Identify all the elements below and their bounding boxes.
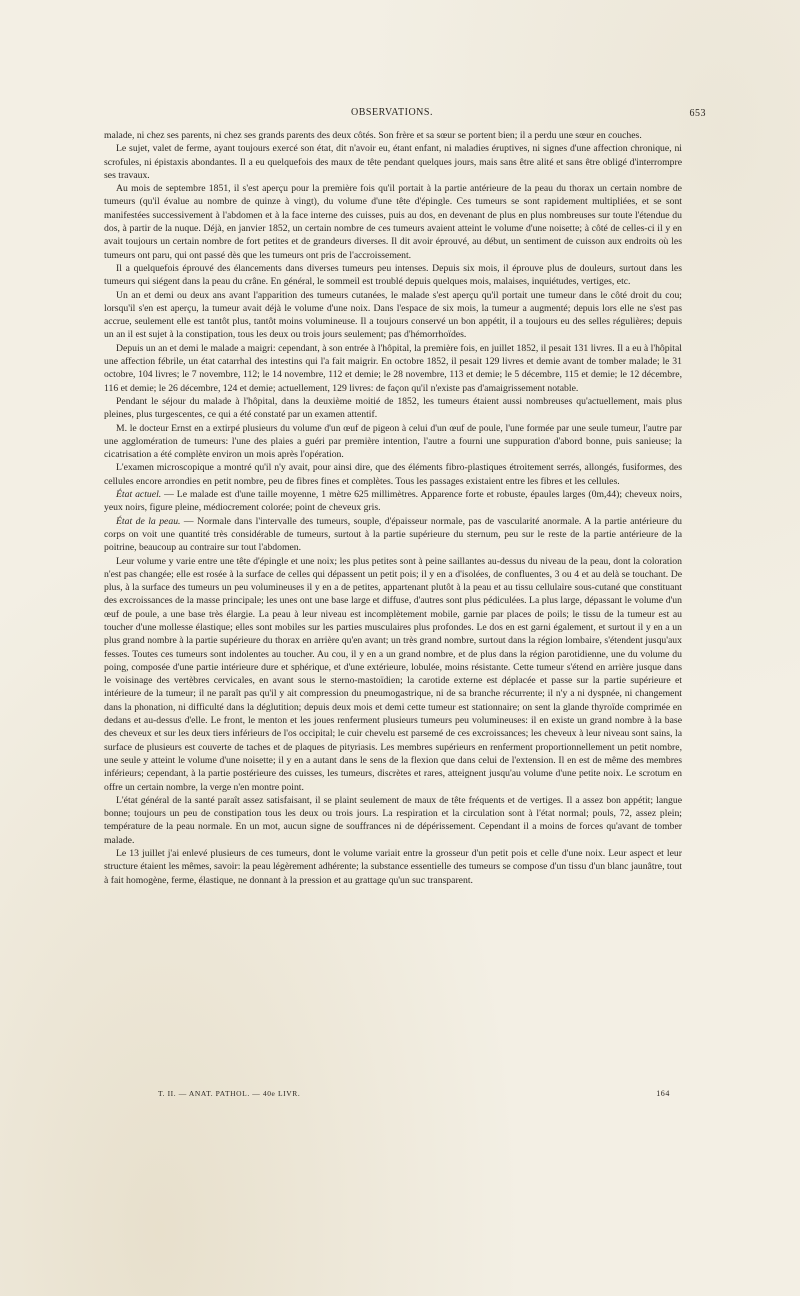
sheet-number: 164 [656,1089,670,1098]
paragraph [104,461,682,488]
paragraph [104,289,682,342]
running-header [104,107,706,121]
paragraph [104,142,682,182]
paragraph [104,342,682,395]
paragraph [104,515,682,555]
paragraph [104,422,682,462]
paragraph-text: Au mois de septembre 1851, il s'est aperçu pour la première fois qu'il portait à la partie antérieure de la peau du thorax un certain nombre de tumeurs (qu'il évalue au nombre de quinze à vingt), du volume d'une tête d'épingle. Ces tumeurs se sont rapidement multipliées, et se sont manifestées successivement à l'abdomen et à la face interne des cuisses, puis au dos, en devenant de plus en plus nombreuses sur toute l'étendue du dos, à partir de la nuque. Déjà, en janvier 1852, un certain nombre de ces tumeurs avaient atteint le volume d'une noisette; à côté de celles-ci il y en avait toujours un certain nombre de fort petites et de grandeurs diverses. Il dit avoir éprouvé, au début, un sentiment de cuisson aux endroits où les tumeurs ont paru, qui ont passé dès que les tumeurs ont pris de l'accroissement. [104,183,682,261]
paragraph-text: — Normale dans l'intervalle des tumeurs, souple, d'épaisseur normale, pas de vascularité anormale. A la partie antérieure du corps on voit une quantité très considérable de tumeurs, surtout à la partie supérieure du sternum, peu sur le reste de la partie antérieure de la poitrine, beaucoup au contraire sur tout l'abdomen. [104,515,683,554]
section-lead: État de la peau. [116,515,181,527]
paragraph [104,847,682,887]
page-footer [158,1089,670,1101]
paragraph-text: Leur volume y varie entre une tête d'épingle et une noix; les plus petites sont à peine saillantes au-dessus du niveau de la peau, dont la coloration n'est pas changée; elle est rosée à la surface de celles qui dépassent un petit pois; il y en a d'isolées, de confluentes, 3 ou 4 et au delà se touchant. De plus, à la surface des tumeurs un peu volumineuses il y en a de petites, appartenant plutôt à la peau et au tissu cellulaire sous-cutané que constituant des excroissances de la masse principale; les unes ont une base large et diffuse, d'autres sont plus pédiculées. La plus large, dépassant le volume d'un œuf de poule, a une base très élargie. La peau à leur niveau est incomplètement mobile, garnie par places de poils; le tissu de la tumeur est au toucher d'une mollesse élastique; elles sont mobiles sur les parties musculaires plus profondes. Le dos en est garni également, et surtout il y en a un plus grand nombre à la partie supérieure du thorax en arrière qu'en avant; un très grand nombre, surtout dans la région lombaire, s'étendent jusqu'aux fesses. Toutes ces tumeurs sont indolentes au toucher. Au cou, il y en a un grand nombre, et de plus dans la région parotidienne, une du volume du poing, composée d'une partie intérieure dure et sphérique, et d'une extérieure, lobulée, moins résistante. Cette tumeur s'étend en arrière jusque dans le voisinage des vertèbres cervicales, en avant sous le sterno-mastoïdien; la carotide externe est déplacée et passe sur la partie supérieure et intérieure de la tumeur; il ne paraît pas qu'il y ait compression du pneumogastrique, ni de sa branche récurrente; il n'y a ni dyspnée, ni changement dans la phonation, ni difficulté dans la déglutition; depuis deux mois et demi cette tumeur est stationnaire; on sent la glande thyroïde comprimée en dedans et au-dessus d'elle. Le front, le menton et les joues renferment plusieurs tumeurs peu volumineuses: il en existe un grand nombre à la base des cheveux et sur les deux tiers inférieurs de l'os occipital; le cuir chevelu est parsemé de ces excroissances; les cheveux à leur niveau sont sains, la surface de plusieurs est couverte de taches et de plaques de pityriasis. Les membres supérieurs en renferment proportionnellement un petit nombre, une seule y atteint le volume d'une noisette; il y en a autant dans le sens de la flexion que dans celui de l'extension. Il en est de même des membres inférieurs; cependant, à la partie postérieure des cuisses, les tumeurs, discrètes et rares, atteignent jusqu'au volume d'une petite noix. Le scrotum en offre un certain nombre, la verge n'en montre point. [104,555,682,793]
paragraph [104,262,682,289]
paragraph-text: L'état général de la santé paraît assez satisfaisant, il se plaint seulement de maux de tête fréquents et de vertiges. Il a assez bon appétit; langue bonne; toujours un peu de constipation tous les deux ou trois jours. La respiration et la circulation sont à l'état normal; pouls, 72, assez plein; température de la peau normale. En un mot, aucun signe de souffrances ni de dépérissement. Cependant il a moins de forces qu'avant de tomber malade. [104,794,682,846]
paragraph-text: — Le malade est d'une taille moyenne, 1 mètre 625 millimètres. Apparence forte et robuste, épaules larges (0m,44); cheveux noirs, yeux noirs, figure pleine, médiocrement colorée; point de cheveux gris. [104,489,682,514]
body-text [104,129,682,887]
paragraph-text: Il a quelquefois éprouvé des élancements dans diverses tumeurs peu intenses. Depuis six mois, il éprouve plus de douleurs, surtout dans les tumeurs qui siégent dans la peau du crâne. En général, le sommeil est troublé depuis quelques mois, malaises, inquiétudes, vertiges, etc. [104,262,682,288]
paragraph-text: M. le docteur Ernst en a extirpé plusieurs du volume d'un œuf de pigeon à celui d'un œuf de poule, l'une formée par une seule tumeur, l'autre par une agglomération de tumeurs: l'une des plaies a guéri par première intention, l'autre a fourni une suppuration d'abord bonne, puis sanieuse; la cicatrisation a été complète environ un mois après l'opération. [104,422,682,461]
paragraph [104,794,682,847]
paragraph [104,395,682,422]
paragraph-text: Depuis un an et demi le malade a maigri: cependant, à son entrée à l'hôpital, la première fois, en juillet 1852, il pesait 131 livres. Il a eu à l'hôpital une affection fébrile, un état catarrhal des intestins qui l'a fait maigrir. En octobre 1852, il pesait 129 livres et demie avant de tomber malade; le 31 octobre, 104 livres; le 7 novembre, 112; le 14 novembre, 112 et demie; le 28 novembre, 113 et demie; le 5 décembre, 115 et demie; le 12 décembre, 116 et demie; le 26 décembre, 124 et demie; actuellement, 129 livres: de façon qu'il n'existe pas d'amaigrissement notable. [104,342,682,394]
paragraph-text: Pendant le séjour du malade à l'hôpital, dans la deuxième moitié de 1852, les tumeurs étaient aussi nombreuses qu'actuellement, mais plus pleines, plus turgescentes, ce qui a été constaté par un examen attentif. [104,395,682,421]
paragraph-text: L'examen microscopique a montré qu'il n'y avait, pour ainsi dire, que des éléments fibro-plastiques étroitement serrés, allongés, fusiformes, des cellules encore arrondies en petit nombre, peu de fibres fines et complètes. Tous les passages existaient entre les fibres et les cellules. [104,462,682,487]
paragraph-text: Un an et demi ou deux ans avant l'apparition des tumeurs cutanées, le malade s'est aperçu qu'il portait une tumeur dans le côté droit du cou; lorsqu'il s'en est aperçu, la tumeur avait déjà le volume d'une noix. Dans l'espace de six mois, la tumeur a augmenté; depuis lors elle ne s'est pas accrue, seulement elle est tantôt plus, tantôt moins volumineuse. Il a toujours conservé un bon appétit, il a toujours eu des selles régulières; depuis un an il est sujet à la constipation, tous les deux ou trois jours seulement; pas d'hémorrhoïdes. [104,289,682,341]
printer-signature: T. II. — ANAT. PATHOL. — 40e LIVR. [158,1089,301,1098]
paragraph-text: Le sujet, valet de ferme, ayant toujours exercé son état, dit n'avoir eu, étant enfant, ni maladies éruptives, ni signes d'une affection chronique, ni scrofules, ni épistaxis abondantes. Il a eu quelquefois des maux de tête pendant quelques jours, mais sans être alité et sans être obligé d'interrompre ses travaux. [104,143,682,181]
paragraph-text: Le 13 juillet j'ai enlevé plusieurs de ces tumeurs, dont le volume variait entre la grosseur d'un petit pois et celle d'une noix. Leur aspect et leur structure étaient les mêmes, savoir: la peau légèrement adhérente; la substance essentielle des tumeurs se compose d'un tissu d'un blanc jaunâtre, tout à fait homogène, ferme, élastique, ne donnant à la pression et au grattage qu'un suc transparent. [104,848,682,886]
paragraph [104,555,682,794]
section-lead: État actuel. [116,489,162,501]
paragraph [104,129,682,142]
paragraph [104,182,682,262]
paragraph-text: malade, ni chez ses parents, ni chez ses grands parents des deux côtés. Son frère et sa sœur se portent bien; il a perdu une sœur en couches. [104,130,642,141]
page-number: 653 [689,108,706,119]
page-title: OBSERVATIONS. [351,107,433,118]
paragraph [104,488,682,515]
